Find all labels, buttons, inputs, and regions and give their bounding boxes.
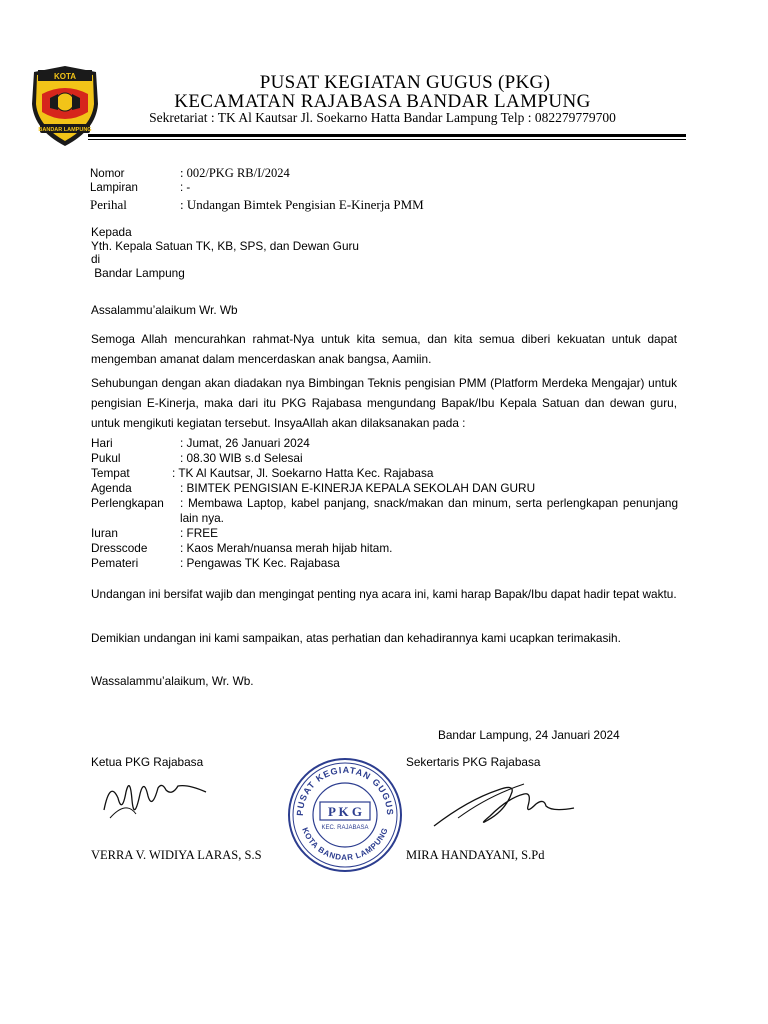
nomor-label: Nomor [90,168,125,180]
event-dresscode-label: Dresscode [91,541,148,555]
stamp-sub: KEC. RAJABASA [321,825,369,831]
event-pemateri-label: Pemateri [91,556,139,570]
event-agenda-label: Agenda [91,481,132,495]
closing-salutation: Wassalammu’alaikum, Wr. Wb. [91,674,254,688]
right-signer-name: MIRA HANDAYANI, S.Pd [406,848,545,862]
letterhead-address: Sekretariat : TK Al Kautsar Jl. Soekarno Hatta Bandar Lampung Telp : 082279779700 [149,110,616,125]
letterhead-rule-thick [88,134,686,137]
event-perlengkapan-value: : Membawa Laptop, kabel panjang, snack/makan dan minum, serta perlengkapan penunjang lain nya. [180,496,678,525]
stamp-center: P K G [328,804,362,819]
lampiran-label: Lampiran [90,182,138,194]
right-signer-title: Sekertaris PKG Rajabasa [406,755,541,769]
greeting: Assalammu’alaikum Wr. Wb [91,303,238,317]
paragraph-mandatory: Undangan ini bersifat wajib dan mengingat penting nya acara ini, kami harap Bapak/Ibu dapat hadir tepat waktu. [91,587,677,601]
event-hari-value: : Jumat, 26 Januari 2024 [180,436,310,450]
recipient-yth: Yth. Kepala Satuan TK, KB, SPS, dan Dewan Guru [91,239,359,253]
left-signer-title: Ketua PKG Rajabasa [91,755,204,769]
right-signature [428,770,578,840]
perihal-value: : Undangan Bimtek Pengisian E-Kinerja PMM [180,197,424,212]
pkg-stamp [286,756,404,874]
letterhead-title: PUSAT KEGIATAN GUGUS (PKG) [259,72,551,93]
recipient-place: Bandar Lampung [91,266,185,280]
event-pukul-value: : 08.30 WIB s.d Selesai [180,451,303,465]
logo-text-bottom: BANDAR LAMPUNG [38,127,92,133]
letterhead-subtitle: KECAMATAN RAJABASA BANDAR LAMPUNG [174,91,591,112]
event-tempat-value: : TK Al Kautsar, Jl. Soekarno Hatta Kec. Rajabasa [172,466,434,480]
event-pukul-label: Pukul [91,451,121,465]
left-signer-name: VERRA V. WIDIYA LARAS, S.S [91,848,262,862]
stamp-text-bottom: KOTA BANDAR LAMPUNG [300,826,390,863]
place-date: Bandar Lampung, 24 Januari 2024 [438,728,620,742]
left-signature [96,770,216,830]
stamp-text-top: PUSAT KEGIATAN GUGUS [294,764,396,817]
letterhead-rule-thin [88,139,686,140]
event-pemateri-value: : Pengawas TK Kec. Rajabasa [180,556,340,570]
perihal-label: Perihal [90,197,127,212]
lampiran-value: : - [180,182,191,194]
paragraph-opening: Semoga Allah mencurahkan rahmat-Nya untuk kita semua, dan kita semua diberi kekuatan untuk dapat mengemban amanat dalam mencerdaskan anak bangsa, Aamiin. [91,332,677,366]
recipient-kepada: Kepada [91,225,132,239]
paragraph-invitation: Sehubungan dengan akan diadakan nya Bimbingan Teknis pengisian PMM (Platform Merdeka Mengajar) untuk pengisian E-Kinerja, maka dari itu PKG Rajabasa mengundang Bapak/Ibu Kepala Satuan dan dewan guru, untuk mengikuti kegiatan tersebut. InsyaAllah akan dilaksanakan pada : [91,376,677,430]
event-hari-label: Hari [91,436,113,450]
event-tempat-label: Tempat [91,466,130,480]
event-dresscode-value: : Kaos Merah/nuansa merah hijab hitam. [180,541,393,555]
event-agenda-value: : BIMTEK PENGISIAN E-KINERJA KEPALA SEKOLAH DAN GURU [180,481,536,495]
nomor-value: : 002/PKG RB/I/2024 [180,166,290,180]
recipient-di: di [91,252,101,266]
logo-text-top: KOTA [53,72,77,81]
paragraph-closing: Demikian undangan ini kami sampaikan, atas perhatian dan kehadirannya kami ucapkan terimakasih. [91,631,621,645]
event-iuran-label: Iuran [91,526,118,540]
event-iuran-value: : FREE [180,526,219,540]
event-perlengkapan-label: Perlengkapan [91,496,164,510]
